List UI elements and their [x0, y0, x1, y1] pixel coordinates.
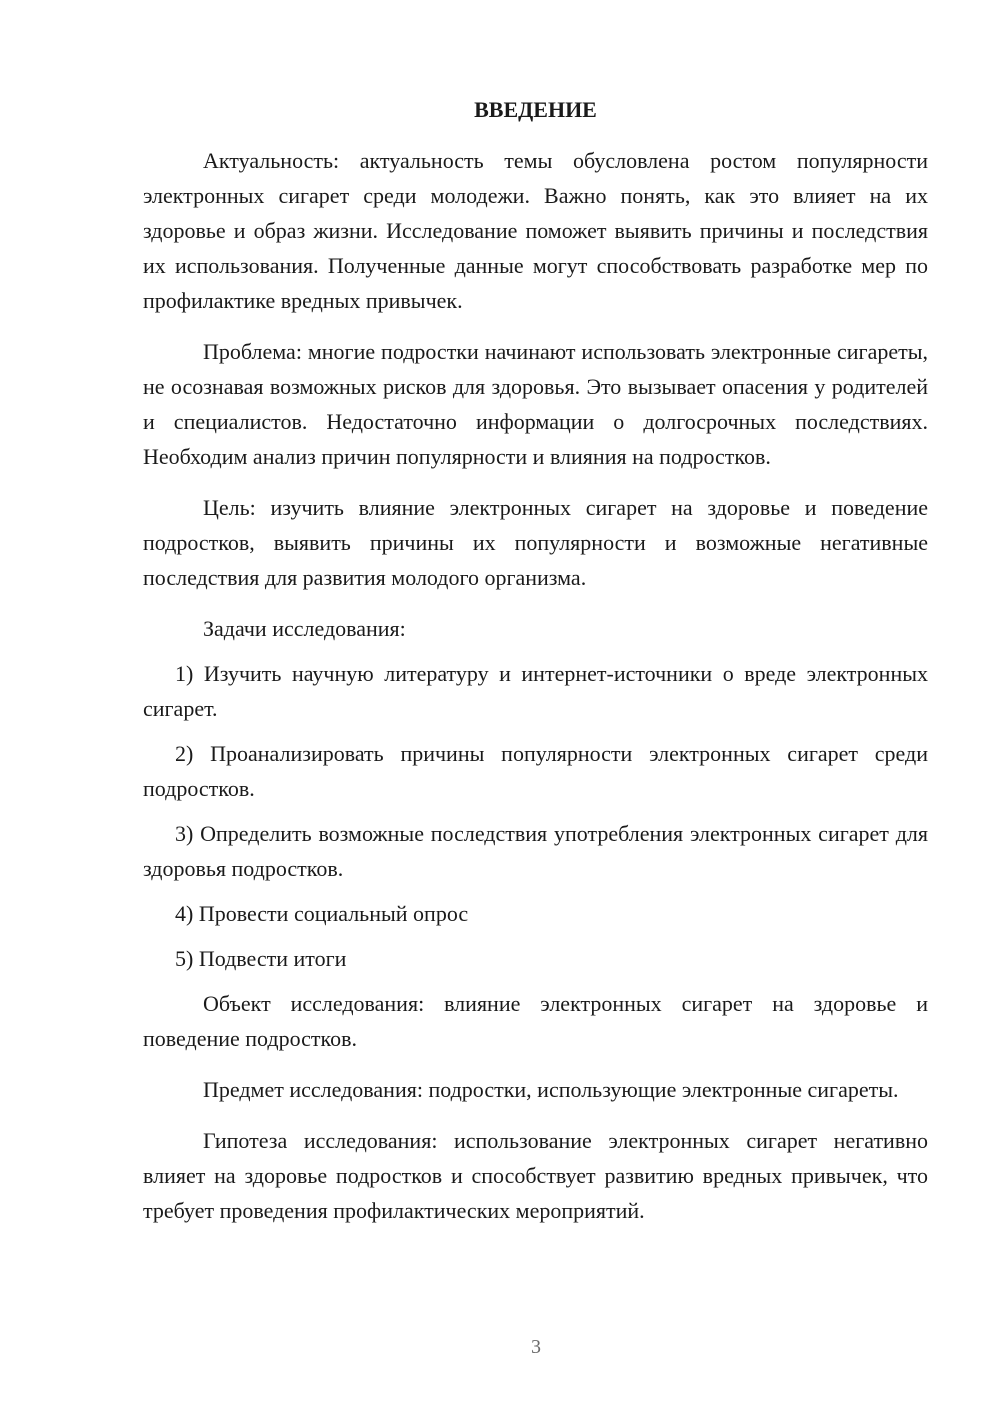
relevance-paragraph: Актуальность: актуальность темы обусловлена ростом популярности электронных сигарет среди молодежи. Важно понять, как это влияет на их здоровье и образ жизни. Исследование поможет выявить причины и последствия их использования. Полученные данные могут способствовать разработке мер по профилактике вредных привычек.	[143, 148, 928, 313]
task-item-4: 4) Провести социальный опрос	[175, 901, 469, 926]
task-item-5: 5) Подвести итоги	[175, 946, 347, 971]
tasks-heading: Задачи исследования:	[203, 616, 406, 641]
task-item-3: 3) Определить возможные последствия употребления электронных сигарет для здоровья подростков.	[143, 821, 928, 881]
document-page	[143, 92, 928, 1244]
page-title: ВВЕДЕНИЕ	[474, 97, 597, 122]
problem-paragraph: Проблема: многие подростки начинают использовать электронные сигареты, не осознавая возможных рисков для здоровья. Это вызывает опасения у родителей и специалистов. Недостаточно информации о долгосрочных последствиях. Необходим анализ причин популярности и влияния на подростков.	[143, 339, 928, 469]
task-item-2: 2) Проанализировать причины популярности электронных сигарет среди подростков.	[143, 741, 928, 801]
hypothesis-paragraph: Гипотеза исследования: использование электронных сигарет негативно влияет на здоровье подростков и способствует развитию вредных привычек, что требует проведения профилактических мероприятий.	[143, 1128, 928, 1223]
subject-paragraph: Предмет исследования: подростки, использующие электронные сигареты.	[203, 1077, 899, 1102]
task-item-1: 1) Изучить научную литературу и интернет-источники о вреде электронных сигарет.	[143, 661, 928, 721]
object-paragraph: Объект исследования: влияние электронных сигарет на здоровье и поведение подростков.	[143, 991, 928, 1051]
page-number: 3	[531, 1336, 541, 1358]
goal-paragraph: Цель: изучить влияние электронных сигарет на здоровье и поведение подростков, выявить причины их популярности и возможные негативные последствия для развития молодого организма.	[143, 495, 928, 590]
